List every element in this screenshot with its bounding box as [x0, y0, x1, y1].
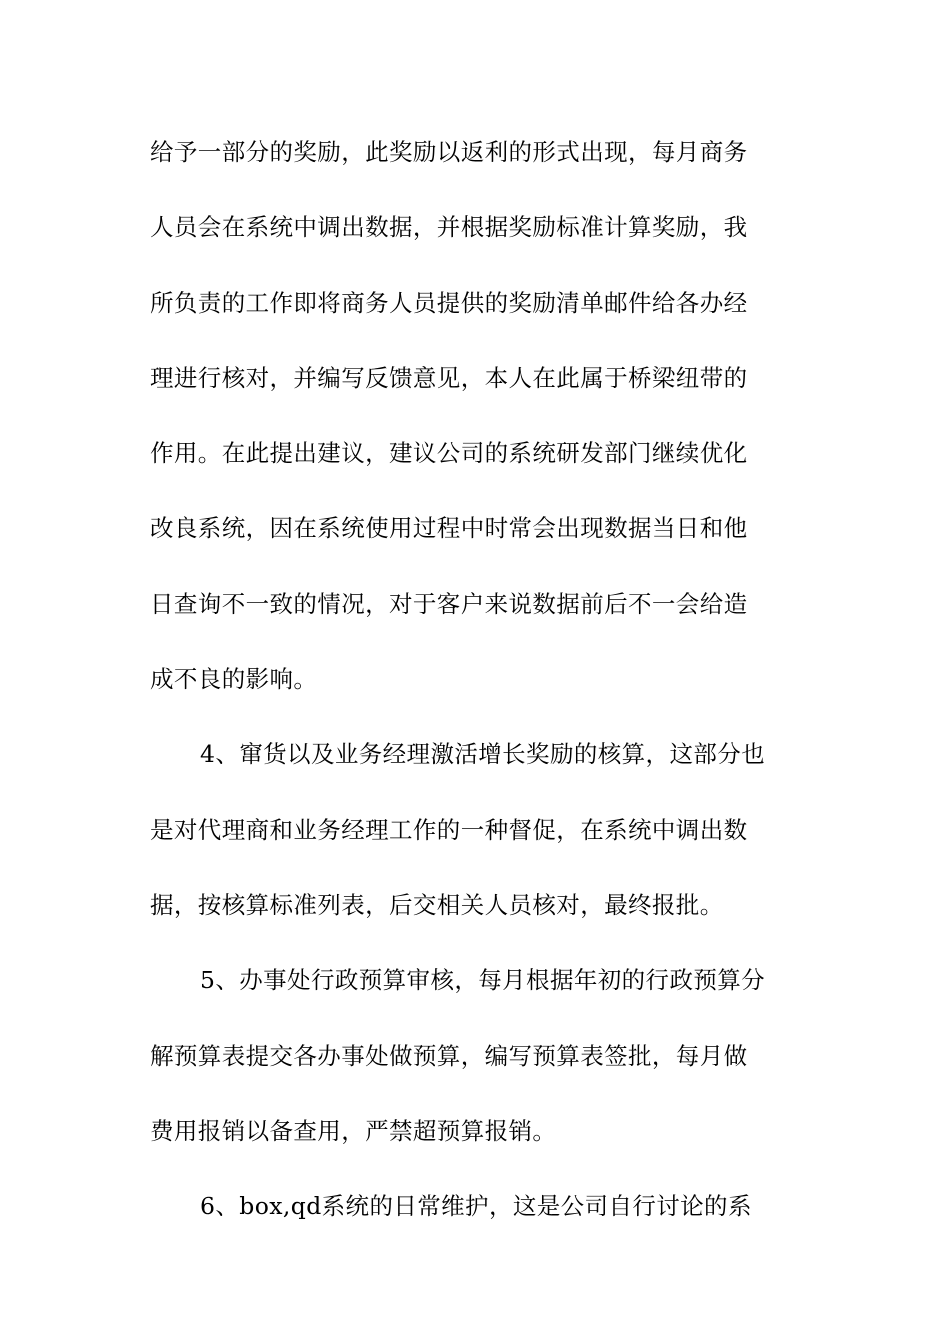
text-line: 改良系统，因在系统使用过程中时常会出现数据当日和他: [150, 514, 748, 543]
text-line: 费用报销以备查用，严禁超预算报销。: [150, 1116, 557, 1145]
text-line: 是对代理商和业务经理工作的一种督促，在系统中调出数: [150, 815, 748, 844]
text-line: 人员会在系统中调出数据，并根据奖励标准计算奖励，我: [150, 213, 748, 242]
text-line: 据，按核算标准列表，后交相关人员核对，最终报批。: [150, 890, 724, 919]
text-line: 解预算表提交各办事处做预算，编写预算表签批，每月做: [150, 1041, 748, 1070]
text-line: 理进行核对，并编写反馈意见，本人在此属于桥梁纽带的: [150, 363, 748, 392]
document-body: [150, 128, 810, 1257]
text-line: 日查询不一致的情况，对于客户来说数据前后不一会给造: [150, 589, 748, 618]
paragraph-start-line: 5、办事处行政预算审核，每月根据年初的行政预算分: [200, 966, 766, 995]
text-line: 作用。在此提出建议，建议公司的系统研发部门继续优化: [150, 439, 748, 468]
text-line: 成不良的影响。: [150, 665, 318, 694]
text-line: 给予一部分的奖励，此奖励以返利的形式出现，每月商务: [150, 138, 748, 166]
paragraph-start-line: 6、box,qd系统的日常维护，这是公司自行讨论的系: [200, 1192, 752, 1221]
paragraph-start-line: 4、窜货以及业务经理激活增长奖励的核算，这部分也: [200, 740, 766, 769]
text-line: 所负责的工作即将商务人员提供的奖励清单邮件给各办经: [150, 288, 748, 317]
